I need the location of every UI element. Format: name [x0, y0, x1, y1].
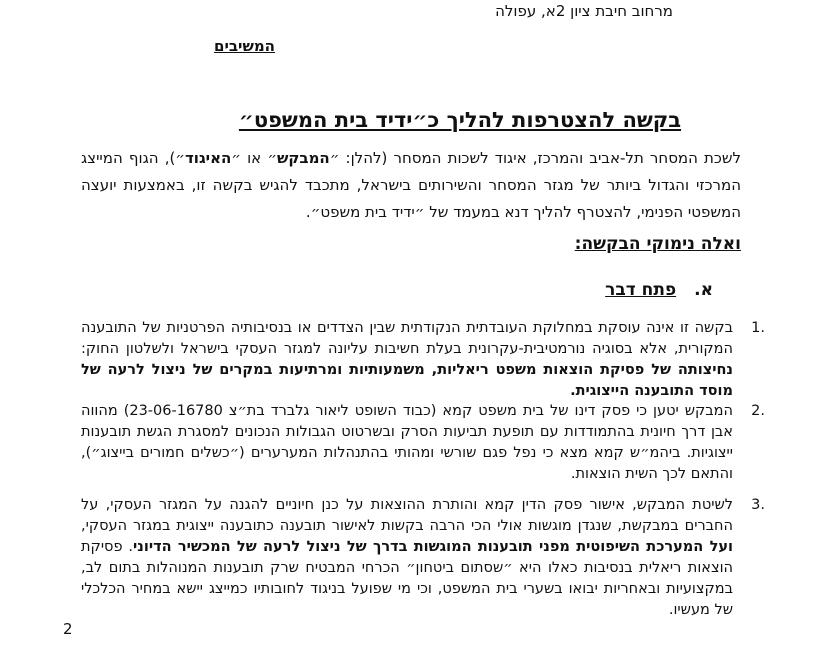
intro-text-2: ״ או ״	[231, 149, 277, 167]
section-label: פתח דבר	[605, 280, 677, 300]
item-number: 1.	[751, 320, 765, 336]
intro-term-association: האיגוד	[184, 149, 232, 167]
page-number: 2	[63, 620, 73, 638]
item-number: 3.	[751, 497, 765, 513]
item-number: 2.	[751, 403, 765, 419]
intro-text-3: ״), הגוף המייצג המרכזי והגדול ביותר של מגזר המסחר והשירותים בישראל, מתכבד להגיש בקשה זו, באמצעות יועצה המשפטי הפנימי, להצטרף להליך דנא במעמד של ״ידיד בית משפט״.	[81, 149, 741, 221]
respondents-label: המשיבים	[214, 37, 275, 55]
document-title: בקשה להצטרפות להליך כ״ידיד בית המשפט״	[238, 108, 682, 132]
item-bold-text: ועל המערכת השיפוטית מפני תובענות המוגשות בדרך של ניצול לרעה של המכשיר הדיוני	[133, 539, 733, 555]
numbered-item-2	[81, 401, 765, 485]
respondent-address: מרחוב חיבת ציון 2א, עפולה	[495, 2, 673, 20]
numbered-item-3	[81, 495, 765, 621]
section-letter: א.	[694, 280, 713, 300]
item-text: בקשה זו אינה עוסקת במחלוקת העובדתית הנקודתית שבין הצדדים או בנסיבותיה הפרטניות של התובענה המקורית, אלא בסוגיה נורמטיבית-עקרונית בעלת חשיבות עליונה למגזר העסקי בישראל ולשלטון החוק:	[81, 320, 733, 357]
intro-paragraph	[81, 145, 741, 226]
item-text: המבקש יטען כי פסק דינו של בית משפט קמא (כבוד השופט ליאור גלברד בת״צ 23-06-16780) מהווה אבן דרך חיונית בהתמודדות עם תופעת תביעות הסרק ובשרטוט הגבולות הנכונים למסגרת הגשת תובענות ייצוגיות. ביהמ״ש קמא מצא כי נפל פגם שורשי ומהותי בהתנהלות המערערים (״כשלים חמורים בייצוג״), והתאם לכך השית הוצאות.	[81, 403, 733, 482]
item-text: לשיטת המבקש, אישור פסק הדין קמא והותרת ההוצאות על כנן חיוניים להגנה על המגזר העסקי, על החברים במבקשת, שנגדן מוגשות אולי הכי הרבה בקשות לאישור תובענה כתובענה ייצוגית במגזר העסקי,	[81, 497, 733, 534]
numbered-item-1	[81, 318, 765, 402]
reasons-heading: ואלה נימוקי הבקשה:	[574, 234, 741, 254]
item-text-continued: . פסיקת הוצאות ריאלית בנסיבות כאלו היא ״שסתום ביטחון״ הכרחי המבטיח שרק תובענות המנוהלות בתום לב, במקצועיות ובאחריות יבואו בשערי בית המשפט, וכי מי שפועל בניגוד לחובותיו כמייצג יישא במחיר הכלכלי של מעשיו.	[81, 539, 733, 618]
intro-term-applicant: המבקש	[277, 149, 330, 167]
intro-text-1: לשכת המסחר תל-אביב והמרכז, איגוד לשכות המסחר (להלן: ״	[329, 149, 741, 167]
section-heading-a	[605, 280, 713, 300]
item-bold-text: נחיצותה של פסיקת הוצאות משפט ריאליות, משמעותיות ומרתיעות במקרים של ניצול לרעה של מוסד התובענה הייצוגית.	[81, 362, 733, 399]
